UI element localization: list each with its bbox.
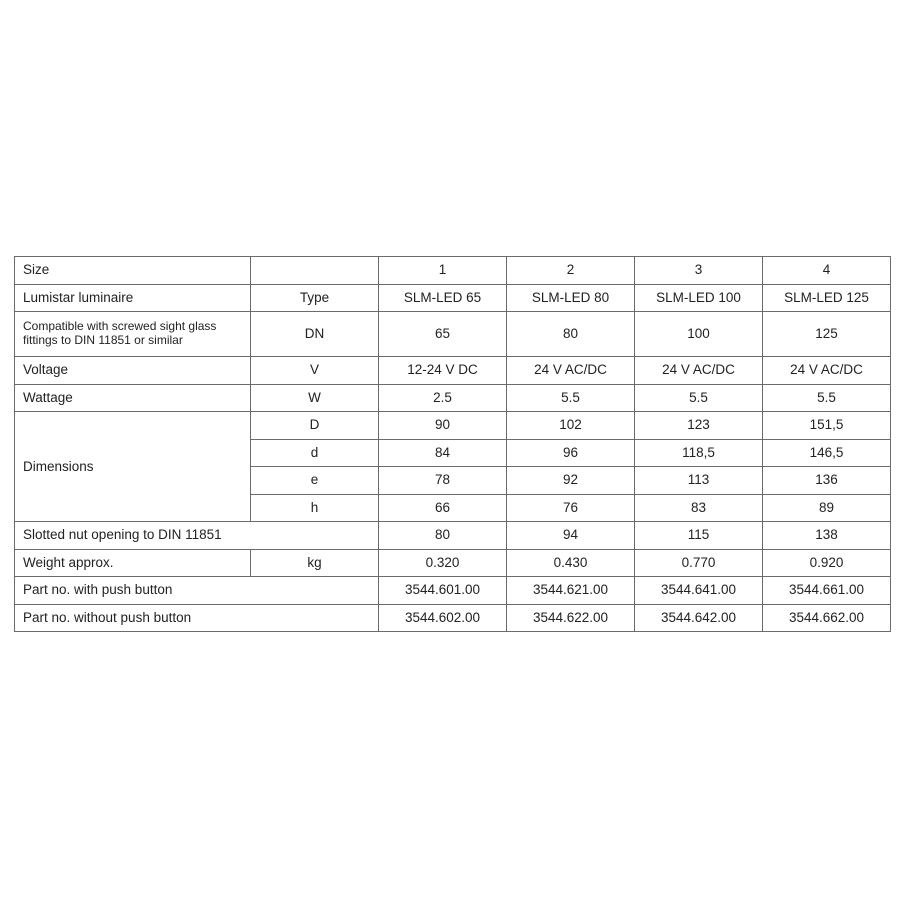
value-cell: 3544.601.00 — [379, 577, 507, 605]
value-cell: 24 V AC/DC — [635, 357, 763, 385]
row-label: Weight approx. — [15, 549, 251, 577]
value-cell: 100 — [635, 312, 763, 357]
value-cell: 123 — [635, 412, 763, 440]
row-label: Voltage — [15, 357, 251, 385]
value-cell: 0.430 — [507, 549, 635, 577]
value-cell: 136 — [763, 467, 891, 495]
value-cell: 65 — [379, 312, 507, 357]
row-label: Wattage — [15, 384, 251, 412]
value-cell: 12-24 V DC — [379, 357, 507, 385]
value-cell: 3544.662.00 — [763, 604, 891, 632]
unit-cell: V — [251, 357, 379, 385]
unit-cell: D — [251, 412, 379, 440]
unit-cell: W — [251, 384, 379, 412]
value-cell: 3544.602.00 — [379, 604, 507, 632]
table-row-dimension-D — [15, 412, 891, 440]
value-cell: 146,5 — [763, 439, 891, 467]
row-label: Compatible with screwed sight glass fittings to DIN 11851 or similar — [15, 312, 251, 357]
value-cell: 94 — [507, 522, 635, 550]
value-cell: 3544.621.00 — [507, 577, 635, 605]
value-cell: 80 — [507, 312, 635, 357]
size-4: 4 — [763, 257, 891, 285]
specification-table — [14, 256, 891, 632]
value-cell: 151,5 — [763, 412, 891, 440]
size-1: 1 — [379, 257, 507, 285]
size-2: 2 — [507, 257, 635, 285]
value-cell: 3544.622.00 — [507, 604, 635, 632]
table-row-compatible — [15, 312, 891, 357]
table-row-size — [15, 257, 891, 285]
value-cell: 83 — [635, 494, 763, 522]
value-cell: 102 — [507, 412, 635, 440]
row-label: Part no. without push button — [15, 604, 379, 632]
table-row-weight — [15, 549, 891, 577]
value-cell: 118,5 — [635, 439, 763, 467]
value-cell: 89 — [763, 494, 891, 522]
value-cell: 3544.661.00 — [763, 577, 891, 605]
value-cell: 0.770 — [635, 549, 763, 577]
table-row-luminaire — [15, 284, 891, 312]
value-cell: 80 — [379, 522, 507, 550]
value-cell: SLM-LED 80 — [507, 284, 635, 312]
value-cell: 115 — [635, 522, 763, 550]
unit-cell: d — [251, 439, 379, 467]
row-label: Dimensions — [15, 412, 251, 522]
value-cell: SLM-LED 100 — [635, 284, 763, 312]
row-label: Lumistar luminaire — [15, 284, 251, 312]
value-cell: SLM-LED 125 — [763, 284, 891, 312]
unit-cell: Type — [251, 284, 379, 312]
value-cell: 5.5 — [635, 384, 763, 412]
value-cell: SLM-LED 65 — [379, 284, 507, 312]
value-cell: 3544.642.00 — [635, 604, 763, 632]
row-label: Part no. with push button — [15, 577, 379, 605]
value-cell: 96 — [507, 439, 635, 467]
value-cell: 3544.641.00 — [635, 577, 763, 605]
value-cell: 84 — [379, 439, 507, 467]
unit-cell — [251, 257, 379, 285]
value-cell: 78 — [379, 467, 507, 495]
value-cell: 113 — [635, 467, 763, 495]
table-row-voltage — [15, 357, 891, 385]
value-cell: 76 — [507, 494, 635, 522]
table-row-wattage — [15, 384, 891, 412]
value-cell: 5.5 — [507, 384, 635, 412]
value-cell: 2.5 — [379, 384, 507, 412]
unit-cell: e — [251, 467, 379, 495]
unit-cell: DN — [251, 312, 379, 357]
value-cell: 0.320 — [379, 549, 507, 577]
value-cell: 5.5 — [763, 384, 891, 412]
value-cell: 90 — [379, 412, 507, 440]
value-cell: 92 — [507, 467, 635, 495]
table-row-slotted-nut — [15, 522, 891, 550]
value-cell: 66 — [379, 494, 507, 522]
table-row-part-with-button — [15, 577, 891, 605]
value-cell: 138 — [763, 522, 891, 550]
row-label: Size — [15, 257, 251, 285]
unit-cell: kg — [251, 549, 379, 577]
size-3: 3 — [635, 257, 763, 285]
value-cell: 0.920 — [763, 549, 891, 577]
value-cell: 125 — [763, 312, 891, 357]
value-cell: 24 V AC/DC — [763, 357, 891, 385]
value-cell: 24 V AC/DC — [507, 357, 635, 385]
row-label: Slotted nut opening to DIN 11851 — [15, 522, 379, 550]
table-row-part-without-button — [15, 604, 891, 632]
unit-cell: h — [251, 494, 379, 522]
